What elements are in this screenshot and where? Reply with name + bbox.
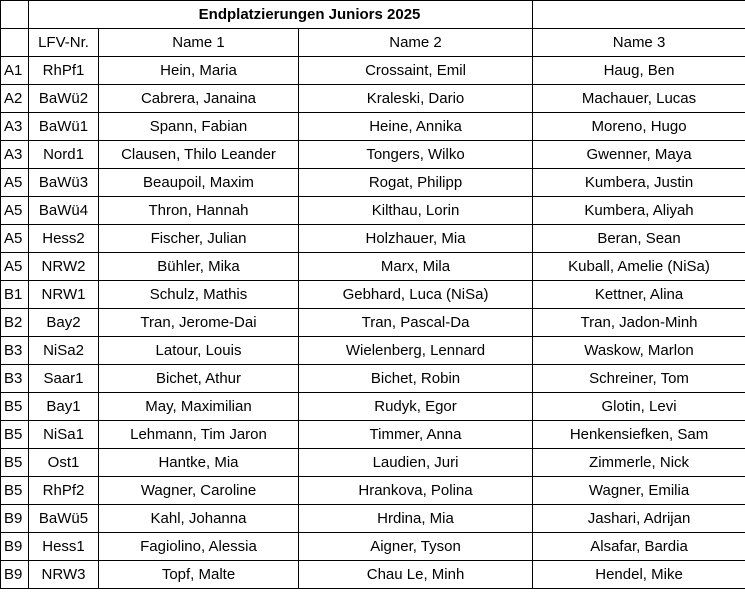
rank-cell: A3: [1, 141, 29, 169]
rank-cell: A2: [1, 85, 29, 113]
rank-cell: B5: [1, 421, 29, 449]
title-row: [1, 1, 745, 29]
lfv-cell: Saar1: [29, 365, 99, 393]
table-row: [1, 57, 745, 85]
name2-cell: Aigner, Tyson: [299, 533, 533, 561]
rank-cell: B9: [1, 561, 29, 589]
lfv-cell: BaWü3: [29, 169, 99, 197]
name1-cell: Lehmann, Tim Jaron: [99, 421, 299, 449]
name2-cell: Heine, Annika: [299, 113, 533, 141]
table-row: [1, 365, 745, 393]
table-row: [1, 169, 745, 197]
name3-cell: Henkensiefken, Sam: [533, 421, 745, 449]
name1-cell: Topf, Malte: [99, 561, 299, 589]
name3-cell: Gwenner, Maya: [533, 141, 745, 169]
table-row: [1, 421, 745, 449]
table-title: Endplatzierungen Juniors 2025: [29, 1, 533, 29]
name3-cell: Alsafar, Bardia: [533, 533, 745, 561]
lfv-cell: NiSa1: [29, 421, 99, 449]
rank-cell: A3: [1, 113, 29, 141]
lfv-cell: Nord1: [29, 141, 99, 169]
rank-cell: B1: [1, 281, 29, 309]
name3-cell: Moreno, Hugo: [533, 113, 745, 141]
table-row: [1, 449, 745, 477]
rank-cell: B5: [1, 449, 29, 477]
lfv-cell: BaWü2: [29, 85, 99, 113]
lfv-cell: Hess1: [29, 533, 99, 561]
name3-cell: Machauer, Lucas: [533, 85, 745, 113]
name1-cell: Wagner, Caroline: [99, 477, 299, 505]
name3-header: Name 3: [533, 29, 745, 57]
lfv-cell: Hess2: [29, 225, 99, 253]
name2-cell: Gebhard, Luca (NiSa): [299, 281, 533, 309]
name1-cell: Bichet, Athur: [99, 365, 299, 393]
table-row: [1, 113, 745, 141]
lfv-cell: BaWü4: [29, 197, 99, 225]
rank-cell: B9: [1, 505, 29, 533]
lfv-cell: BaWü1: [29, 113, 99, 141]
name3-cell: Kettner, Alina: [533, 281, 745, 309]
name1-cell: Hein, Maria: [99, 57, 299, 85]
table-row: [1, 505, 745, 533]
lfv-cell: NRW1: [29, 281, 99, 309]
name3-cell: Kuball, Amelie (NiSa): [533, 253, 745, 281]
name1-cell: Tran, Jerome-Dai: [99, 309, 299, 337]
table-row: [1, 309, 745, 337]
rank-cell: B3: [1, 365, 29, 393]
table-row: [1, 197, 745, 225]
name3-cell: Haug, Ben: [533, 57, 745, 85]
name1-header: Name 1: [99, 29, 299, 57]
name3-cell: Zimmerle, Nick: [533, 449, 745, 477]
lfv-cell: NRW3: [29, 561, 99, 589]
name3-cell: Kumbera, Justin: [533, 169, 745, 197]
name1-cell: Fischer, Julian: [99, 225, 299, 253]
rank-cell: B3: [1, 337, 29, 365]
name1-cell: Spann, Fabian: [99, 113, 299, 141]
name1-cell: Thron, Hannah: [99, 197, 299, 225]
name1-cell: Bühler, Mika: [99, 253, 299, 281]
rank-cell: B5: [1, 477, 29, 505]
title-empty-cell: [533, 1, 745, 29]
name3-cell: Hendel, Mike: [533, 561, 745, 589]
rank-cell: B2: [1, 309, 29, 337]
name2-cell: Hrdina, Mia: [299, 505, 533, 533]
corner-cell: [1, 1, 29, 29]
rank-cell: A5: [1, 197, 29, 225]
name2-cell: Bichet, Robin: [299, 365, 533, 393]
name3-cell: Glotin, Levi: [533, 393, 745, 421]
name2-cell: Holzhauer, Mia: [299, 225, 533, 253]
rank-cell: B9: [1, 533, 29, 561]
table-row: [1, 281, 745, 309]
table-row: [1, 253, 745, 281]
name2-cell: Rudyk, Egor: [299, 393, 533, 421]
name3-cell: Jashari, Adrijan: [533, 505, 745, 533]
rank-cell: A5: [1, 169, 29, 197]
name3-cell: Waskow, Marlon: [533, 337, 745, 365]
name1-cell: Clausen, Thilo Leander: [99, 141, 299, 169]
table-row: [1, 561, 745, 589]
rank-header-cell: [1, 29, 29, 57]
lfv-header: LFV-Nr.: [29, 29, 99, 57]
table-row: [1, 225, 745, 253]
table-row: [1, 337, 745, 365]
rank-cell: B5: [1, 393, 29, 421]
name2-cell: Rogat, Philipp: [299, 169, 533, 197]
name2-cell: Crossaint, Emil: [299, 57, 533, 85]
name2-cell: Tongers, Wilko: [299, 141, 533, 169]
name1-cell: Schulz, Mathis: [99, 281, 299, 309]
name3-cell: Wagner, Emilia: [533, 477, 745, 505]
name3-cell: Schreiner, Tom: [533, 365, 745, 393]
rank-cell: A5: [1, 225, 29, 253]
name1-cell: Kahl, Johanna: [99, 505, 299, 533]
name2-header: Name 2: [299, 29, 533, 57]
name3-cell: Kumbera, Aliyah: [533, 197, 745, 225]
name1-cell: Latour, Louis: [99, 337, 299, 365]
table-row: [1, 533, 745, 561]
rank-cell: A1: [1, 57, 29, 85]
name2-cell: Marx, Mila: [299, 253, 533, 281]
table-row: [1, 141, 745, 169]
lfv-cell: NiSa2: [29, 337, 99, 365]
name1-cell: Beaupoil, Maxim: [99, 169, 299, 197]
name2-cell: Laudien, Juri: [299, 449, 533, 477]
name1-cell: Hantke, Mia: [99, 449, 299, 477]
name2-cell: Tran, Pascal-Da: [299, 309, 533, 337]
name3-cell: Beran, Sean: [533, 225, 745, 253]
table-row: [1, 85, 745, 113]
lfv-cell: Ost1: [29, 449, 99, 477]
rank-cell: A5: [1, 253, 29, 281]
name2-cell: Chau Le, Minh: [299, 561, 533, 589]
name2-cell: Kilthau, Lorin: [299, 197, 533, 225]
lfv-cell: RhPf1: [29, 57, 99, 85]
name1-cell: Fagiolino, Alessia: [99, 533, 299, 561]
table-row: [1, 393, 745, 421]
name2-cell: Kraleski, Dario: [299, 85, 533, 113]
lfv-cell: Bay2: [29, 309, 99, 337]
name2-cell: Hrankova, Polina: [299, 477, 533, 505]
header-row: [1, 29, 745, 57]
name3-cell: Tran, Jadon-Minh: [533, 309, 745, 337]
name1-cell: May, Maximilian: [99, 393, 299, 421]
lfv-cell: NRW2: [29, 253, 99, 281]
table-row: [1, 477, 745, 505]
lfv-cell: RhPf2: [29, 477, 99, 505]
lfv-cell: Bay1: [29, 393, 99, 421]
name2-cell: Timmer, Anna: [299, 421, 533, 449]
name1-cell: Cabrera, Janaina: [99, 85, 299, 113]
name2-cell: Wielenberg, Lennard: [299, 337, 533, 365]
lfv-cell: BaWü5: [29, 505, 99, 533]
